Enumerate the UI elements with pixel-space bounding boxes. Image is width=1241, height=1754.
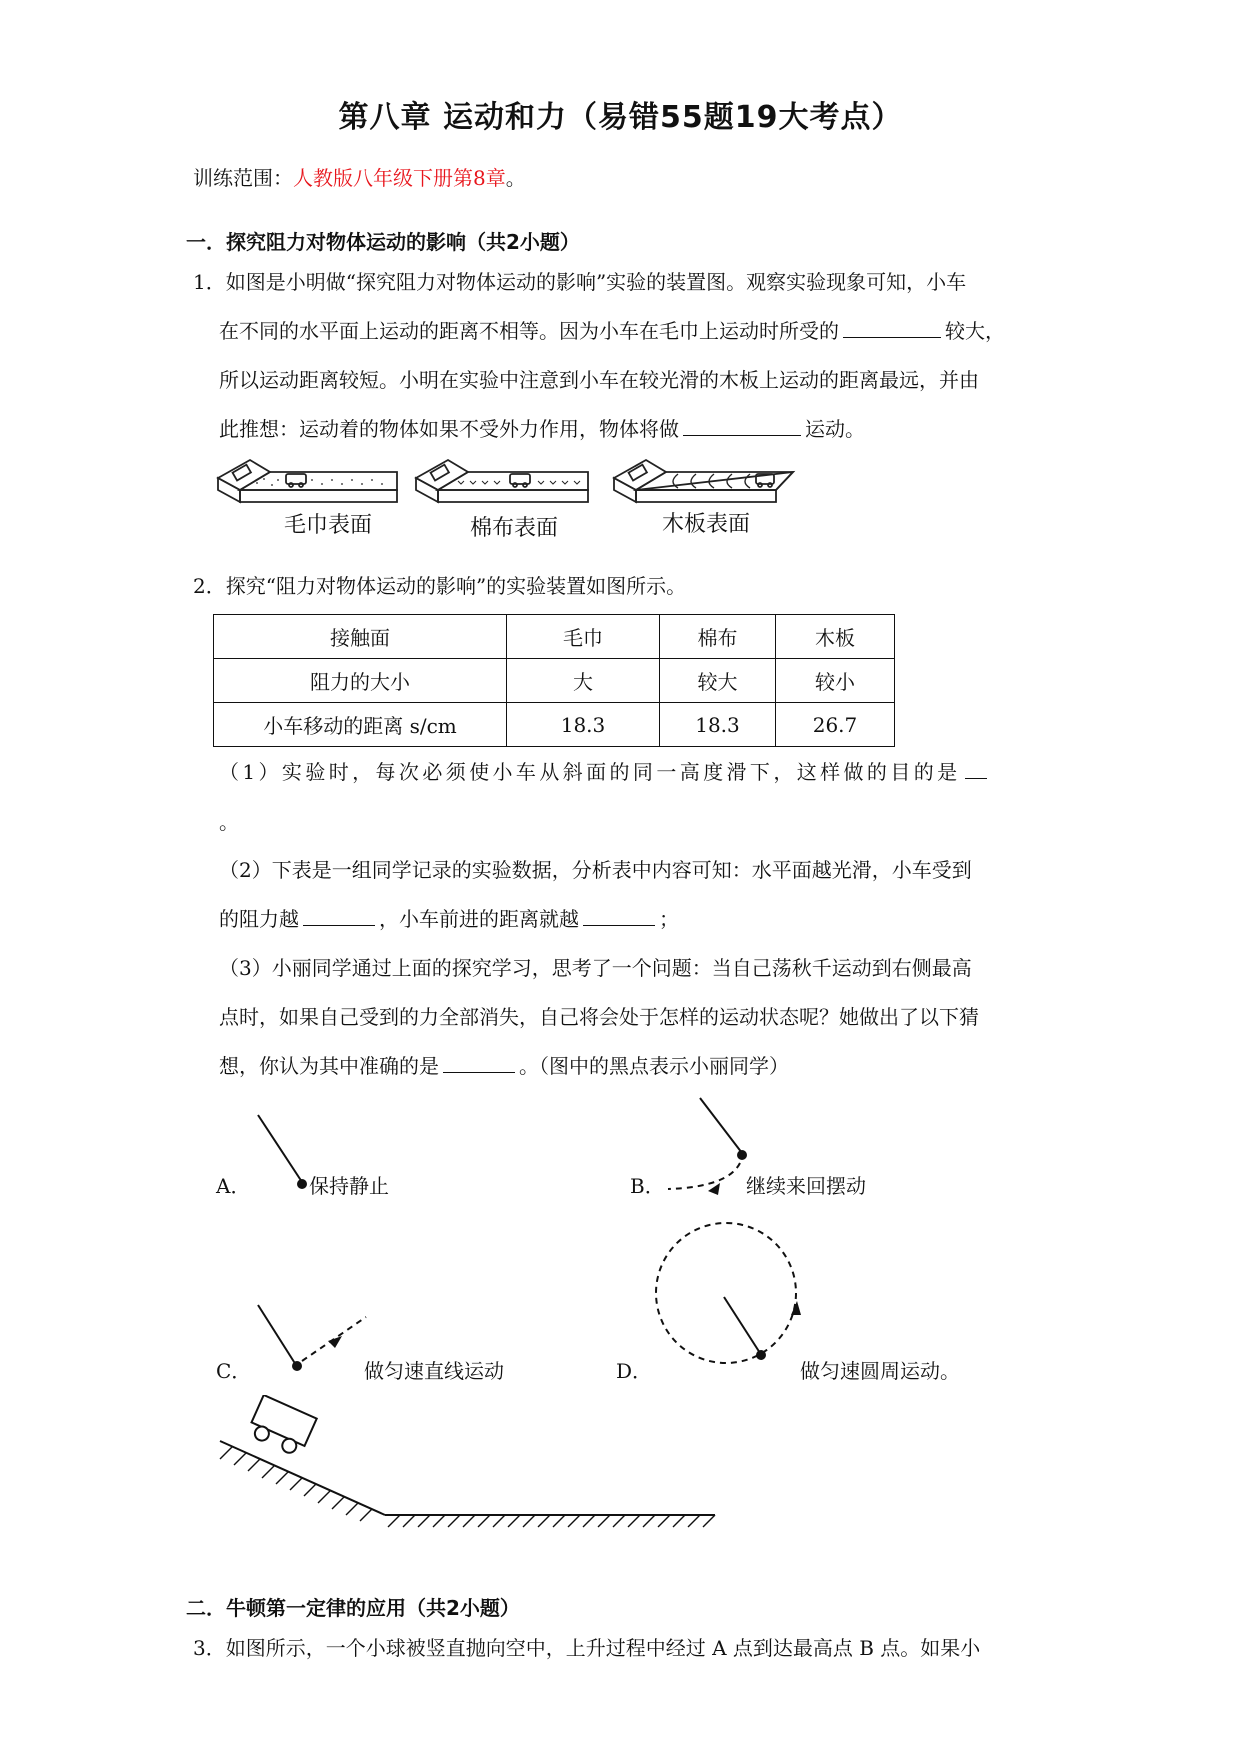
q2-part1-end: 。 — [219, 810, 239, 834]
ramp-towel — [218, 460, 397, 502]
q1-line3: 所以运动距离较短。小明在实验中注意到小车在较光滑的木板上运动的距离最远，并由 — [219, 368, 979, 392]
scope-end: 。 — [505, 166, 526, 190]
incline-setup-figure — [210, 1395, 730, 1535]
table-row — [214, 703, 895, 747]
option-b-text: 继续来回摆动 — [746, 1174, 866, 1198]
table-cell: 棉布 — [660, 615, 776, 659]
scope-label: 训练范围： — [193, 166, 293, 190]
table-cell: 26.7 — [776, 703, 895, 747]
table-row — [214, 659, 895, 703]
ramp-cotton — [416, 460, 588, 502]
q2-blank-3[interactable] — [583, 905, 655, 926]
table-cell: 较小 — [776, 659, 895, 703]
q2-blank-4[interactable] — [443, 1052, 515, 1073]
page-title: 第八章 运动和力（易错55题19大考点） — [338, 100, 903, 135]
option-a-text: 保持静止 — [309, 1174, 389, 1198]
q1-line2: 在不同的水平面上运动的距离不相等。因为小车在毛巾上运动时所受的 较大， — [219, 319, 1005, 343]
table-cell: 较大 — [660, 659, 776, 703]
option-d-letter: D． — [616, 1359, 653, 1383]
q2-part3-line1: （3）小丽同学通过上面的探究学习，思考了一个问题：当自己荡秋千运动到右侧最高 — [219, 956, 972, 980]
q2-intro: 2．探究“阻力对物体运动的影响”的实验装置如图所示。 — [193, 574, 687, 598]
q2-blank-1[interactable] — [965, 758, 987, 779]
table-cell: 18.3 — [507, 703, 660, 747]
surface-label-wood: 木板表面 — [662, 512, 751, 537]
table-cell: 小车移动的距离 s/cm — [214, 703, 507, 747]
q1-blank-2[interactable] — [683, 415, 801, 436]
ramp-wood — [614, 460, 793, 502]
option-a-letter: A． — [216, 1174, 251, 1198]
surface-label-towel: 毛巾表面 — [284, 513, 373, 538]
option-a-diagram — [258, 1115, 307, 1189]
option-c-diagram — [258, 1305, 366, 1371]
q2-part1-line1: （1）实验时，每次必须使小车从斜面的同一高度滑下，这样做的目的是 — [219, 758, 991, 786]
q3-line1: 3．如图所示，一个小球被竖直抛向空中，上升过程中经过 A 点到达最高点 B 点。如果小 — [193, 1636, 981, 1660]
q1-line4: 此推想：运动着的物体如果不受外力作用，物体将做 运动。 — [219, 417, 865, 441]
q2-data-table — [213, 614, 895, 747]
q2-blank-2[interactable] — [303, 905, 375, 926]
table-cell: 毛巾 — [507, 615, 660, 659]
q2-part3-line2: 点时，如果自己受到的力全部消失，自己将会处于怎样的运动状态呢？她做出了以下猜 — [219, 1005, 979, 1029]
option-c-letter: C． — [216, 1359, 252, 1383]
option-d-diagram — [656, 1223, 801, 1363]
training-scope — [193, 164, 526, 192]
section2-heading: 二．牛顿第一定律的应用（共2小题） — [186, 1596, 520, 1620]
scope-value: 人教版八年级下册第8章 — [293, 166, 506, 190]
q1-line1: 1．如图是小明做“探究阻力对物体运动的影响”实验的装置图。观察实验现象可知，小车 — [193, 270, 967, 294]
option-b-letter: B． — [630, 1174, 665, 1198]
table-cell: 木板 — [776, 615, 895, 659]
surface-label-cotton: 棉布表面 — [470, 516, 559, 541]
table-row — [214, 615, 895, 659]
q2-part2-line2: 的阻力越 ，小车前进的距离就越 ； — [219, 907, 679, 931]
table-cell: 大 — [507, 659, 660, 703]
q1-blank-1[interactable] — [843, 317, 941, 338]
table-cell: 18.3 — [660, 703, 776, 747]
section1-heading: 一．探究阻力对物体运动的影响（共2小题） — [186, 230, 580, 254]
option-c-text: 做匀速直线运动 — [364, 1359, 504, 1383]
table-cell: 阻力的大小 — [214, 659, 507, 703]
q2-part2-line1: （2）下表是一组同学记录的实验数据，分析表中内容可知：水平面越光滑，小车受到 — [219, 858, 972, 882]
option-b-diagram — [668, 1098, 747, 1195]
q2-part3-line3: 想，你认为其中准确的是 。（图中的黑点表示小丽同学） — [219, 1054, 789, 1078]
option-d-text: 做匀速圆周运动。 — [800, 1359, 960, 1383]
table-cell: 接触面 — [214, 615, 507, 659]
